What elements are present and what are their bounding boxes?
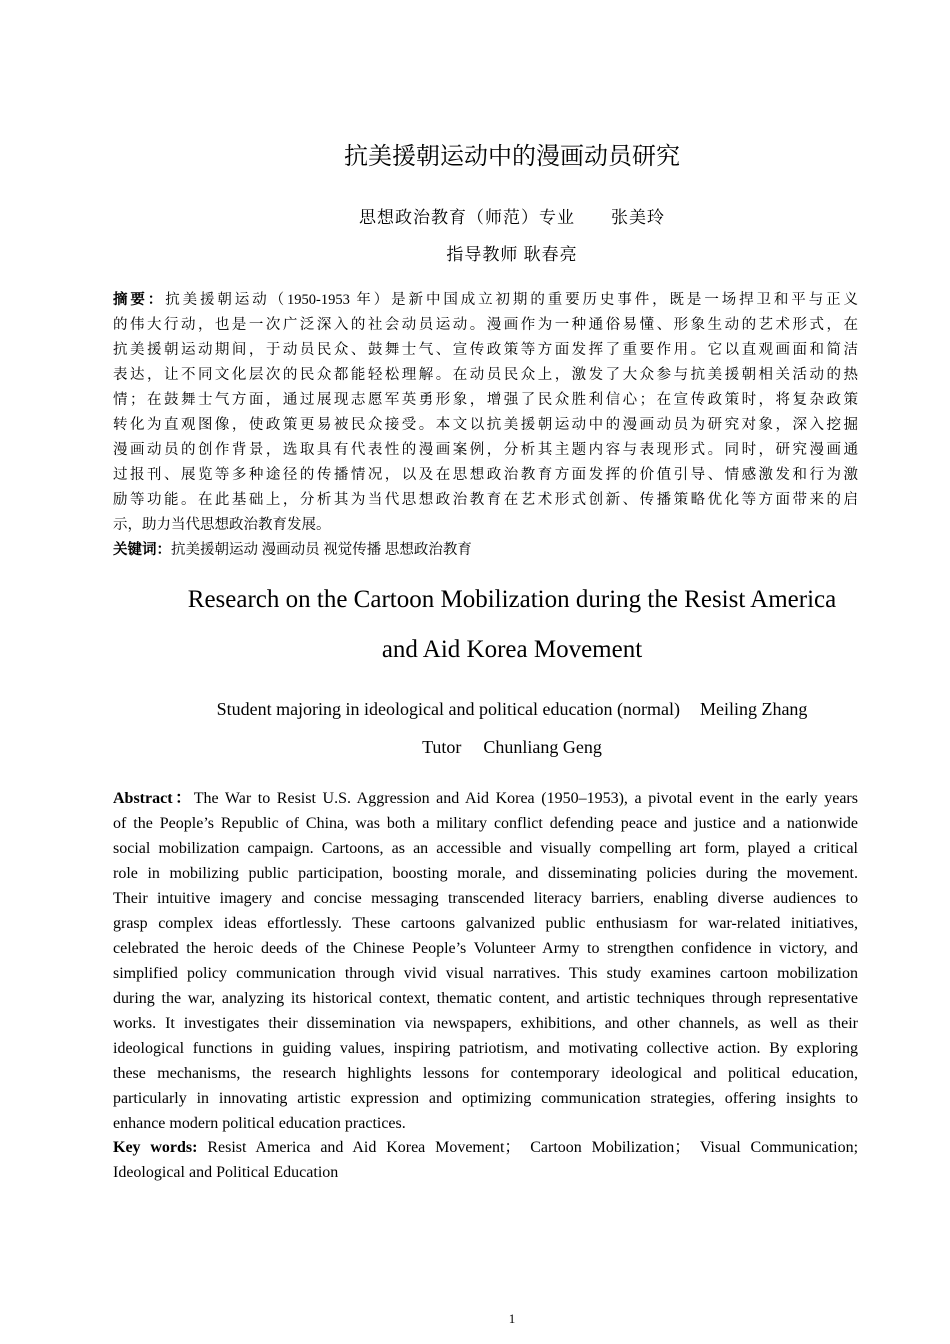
abstract-line-text: 表达，让不同文化层次的民众都能轻松理解。在动员民众上，激发了大众参与抗美援朝相关活动的热 bbox=[113, 367, 858, 383]
abstract-line-text: particularly in innovating artistic expression and optimizing communication strategies, offering insights to bbox=[113, 1090, 858, 1107]
keywords-en bbox=[113, 1135, 858, 1185]
abstract-line bbox=[113, 1086, 858, 1111]
abstract-line bbox=[113, 861, 858, 886]
keywords-cn-text: 抗美援朝运动 漫画动员 视觉传播 思想政治教育 bbox=[171, 542, 472, 558]
abstract-line bbox=[113, 438, 858, 463]
abstract-line-text: 抗美援朝运动（1950-1953 年）是新中国成立初期的重要历史事件，既是一场捍卫和平与正义 bbox=[165, 292, 858, 308]
abstract-line bbox=[113, 488, 858, 513]
abstract-line bbox=[113, 986, 858, 1011]
abstract-line bbox=[113, 413, 858, 438]
abstract-line-text: enhance modern political education practices. bbox=[113, 1115, 406, 1132]
tutor-line-en bbox=[37, 737, 950, 758]
title-en bbox=[37, 575, 950, 675]
abstract-line bbox=[113, 786, 858, 811]
tutor-cn: 指导教师 耿春亮 bbox=[446, 245, 578, 264]
keywords-en-label: Key words: bbox=[113, 1139, 198, 1156]
tutor-label-en: Tutor bbox=[422, 737, 462, 757]
abstract-line bbox=[113, 811, 858, 836]
abstract-line-text: 转化为直观图像，使政策更易被民众接受。本文以抗美援朝运动中的漫画动员为研究对象，深入挖掘 bbox=[113, 417, 858, 433]
abstract-line-text: role in mobilizing public participation, boosting morale, and disseminating policies during the movement. bbox=[113, 865, 858, 882]
abstract-line-text: 过报刊、展览等多种途径的传播情况，以及在思想政治教育方面发挥的价值引导、情感激发和行为激 bbox=[113, 467, 858, 483]
abstract-label: 摘要： bbox=[113, 292, 166, 308]
abstract-line bbox=[113, 388, 858, 413]
abstract-line bbox=[113, 463, 858, 488]
abstract-line bbox=[113, 836, 858, 861]
abstract-line-text: works. It investigates their dissemination via newspapers, exhibitions, and other channels, as well as their bbox=[113, 1015, 858, 1032]
abstract-line bbox=[113, 338, 858, 363]
abstract-line-text: ideological functions in guiding values, inspiring patriotism, and motivating collective action. By exploring bbox=[113, 1040, 858, 1057]
abstract-line bbox=[113, 1011, 858, 1036]
abstract-line-text: of the People’s Republic of China, was both a military conflict defending peace and justice and a nationwide bbox=[113, 815, 858, 832]
abstract-line-text: 情；在鼓舞士气方面，通过展现志愿军英勇形象，增强了民众胜利信心；在宣传政策时，将复杂政策 bbox=[113, 392, 858, 408]
tutor-name-en: Chunliang Geng bbox=[483, 737, 602, 757]
major-en: Student majoring in ideological and political education (normal) bbox=[216, 699, 680, 719]
abstract-line-text: 抗美援朝运动期间，于动员民众、鼓舞士气、宣传政策等方面发挥了重要作用。它以直观画面和简洁 bbox=[113, 342, 858, 358]
abstract-line bbox=[113, 1111, 858, 1136]
keywords-en-line-2: Ideological and Political Education bbox=[113, 1164, 339, 1181]
abstract-en bbox=[113, 786, 858, 1136]
abstract-line-text: Their intuitive imagery and concise messaging transcended literacy barriers, enabling diverse audiences to bbox=[113, 890, 858, 907]
abstract-line bbox=[113, 1061, 858, 1086]
abstract-line-text: 的伟大行动，也是一次广泛深入的社会动员运动。漫画作为一种通俗易懂、形象生动的艺术形式，在 bbox=[113, 317, 858, 333]
abstract-line-text: The War to Resist U.S. Aggression and Aid Korea (1950–1953), a pivotal event in the early years bbox=[193, 790, 858, 807]
keywords-cn bbox=[113, 538, 858, 563]
author-name-en: Meiling Zhang bbox=[699, 699, 808, 719]
abstract-line bbox=[113, 886, 858, 911]
abstract-line bbox=[113, 288, 858, 313]
abstract-line-text: 示，助力当代思想政治教育发展。 bbox=[113, 517, 331, 533]
abstract-line bbox=[113, 363, 858, 388]
abstract-label: Abstract： bbox=[113, 790, 194, 807]
title-en-line-2: and Aid Korea Movement bbox=[381, 636, 643, 663]
abstract-line bbox=[113, 313, 858, 338]
abstract-line bbox=[113, 961, 858, 986]
keywords-cn-label: 关键词： bbox=[113, 542, 171, 558]
author-line-en bbox=[37, 699, 950, 720]
abstract-line-text: 励等功能。在此基础上，分析其为当代思想政治教育在艺术形式创新、传播策略优化等方面带来的启 bbox=[113, 492, 858, 508]
abstract-line-text: grasp complex ideas effortlessly. These cartoons galvanized public enthusiasm for war-related initiatives, bbox=[113, 915, 858, 932]
author-line-cn bbox=[37, 203, 950, 228]
abstract-line-text: simplified policy communication through vivid visual narratives. This study examines cartoon mobilization bbox=[113, 965, 858, 982]
title-en-line-1: Research on the Cartoon Mobilization during the Resist America bbox=[187, 586, 837, 613]
page-number: 1 bbox=[508, 1311, 516, 1326]
abstract-line-text: social mobilization campaign. Cartoons, as an accessible and visually compelling art form, played a critical bbox=[113, 840, 858, 857]
abstract-line-text: these mechanisms, the research highlights lessons for contemporary ideological and political education, bbox=[113, 1065, 858, 1082]
abstract-line-text: during the war, analyzing its historical context, thematic content, and artistic techniques through representative bbox=[113, 990, 858, 1007]
abstract-line-text: celebrated the heroic deeds of the Chinese People’s Volunteer Army to strengthen confidence in victory, and bbox=[113, 940, 858, 957]
major-cn: 思想政治教育（师范）专业 bbox=[359, 208, 575, 227]
abstract-line-text: 漫画动员的创作背景，选取具有代表性的漫画案例，分析其主题内容与表现形式。同时，研究漫画通 bbox=[113, 442, 858, 458]
abstract-line bbox=[113, 936, 858, 961]
title-cn: 抗美援朝运动中的漫画动员研究 bbox=[344, 144, 680, 170]
keywords-en-line-1: Resist America and Aid Korea Movement； Cartoon Mobilization； Visual Communication; bbox=[207, 1139, 858, 1156]
abstract-line bbox=[113, 1036, 858, 1061]
author-name-cn: 张美玲 bbox=[611, 208, 665, 227]
abstract-line bbox=[113, 911, 858, 936]
abstract-cn bbox=[113, 288, 858, 563]
abstract-line bbox=[113, 513, 858, 538]
